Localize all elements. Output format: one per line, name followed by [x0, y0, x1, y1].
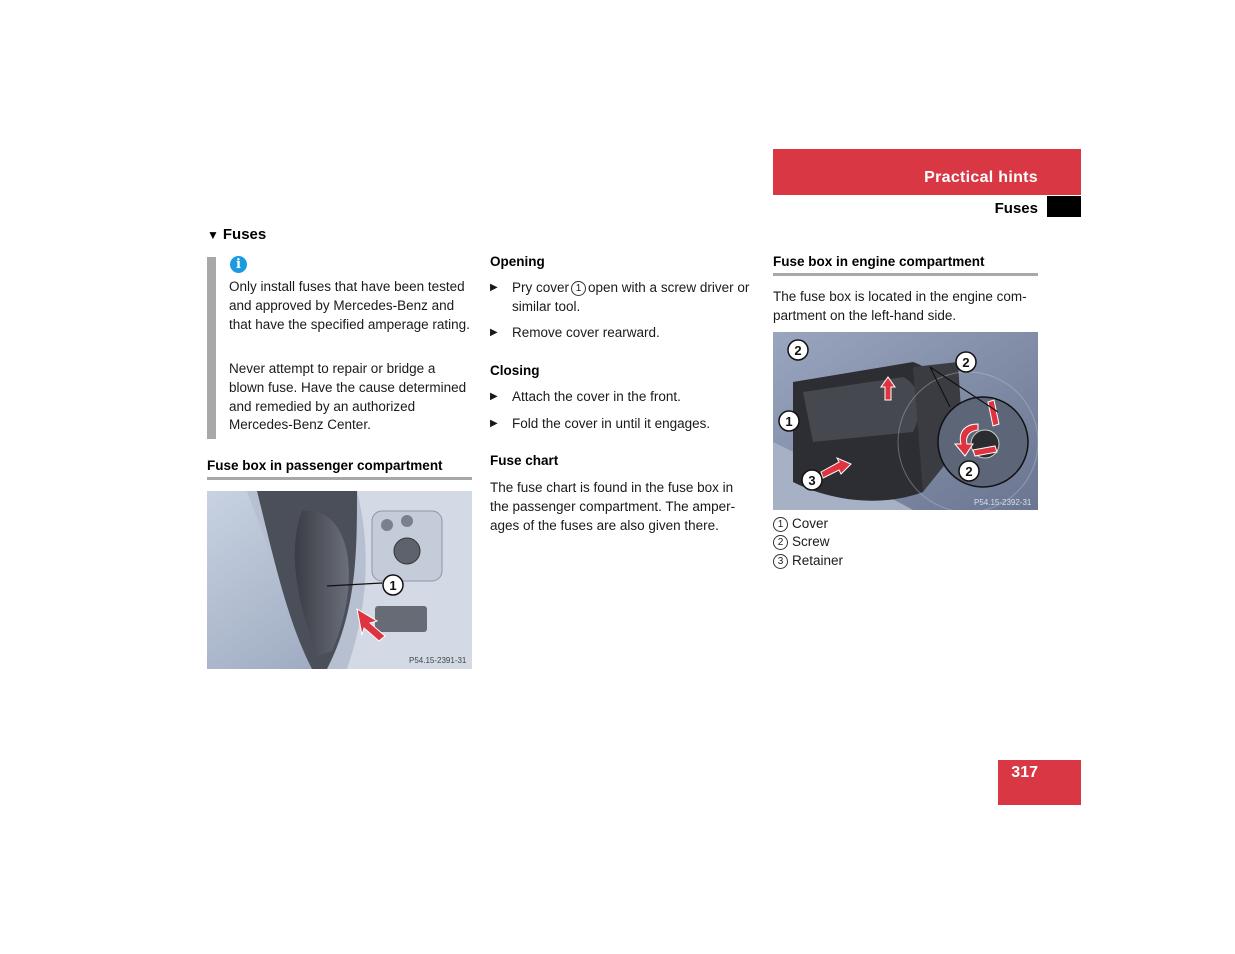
- passenger-figure-code: P54.15-2391-31: [409, 656, 467, 665]
- callout-2-top-right: 2: [962, 355, 970, 370]
- fuse-chart-heading: Fuse chart: [490, 453, 559, 468]
- closing-step-1: ▶ Attach the cover in the front.: [490, 388, 760, 408]
- opening-step-1: ▶ Pry cover 1 open with a screw driver or similar tool.: [490, 280, 750, 314]
- engine-fuse-illustration: [773, 332, 1038, 510]
- circled-number: 1: [571, 281, 586, 296]
- callout-2-inset: 2: [965, 464, 973, 479]
- legend-item-screw: 2 Screw: [773, 533, 830, 552]
- info-paragraph-2: Never attempt to repair or bridge a blown fuse. Have the cause determined and remedied by an authorized Mercedes-Benz Center.: [229, 361, 467, 433]
- passenger-fuse-figure: [207, 491, 472, 669]
- fuse-chart-text: The fuse chart is found in the fuse box in the passenger compartment. The amperages of the fuses are also given there.: [490, 480, 736, 533]
- circled-number: 1: [773, 517, 788, 532]
- callout-2-top-left: 2: [794, 343, 802, 358]
- circled-number: 2: [773, 535, 788, 550]
- info-icon: i: [230, 256, 247, 273]
- circled-number: 3: [773, 554, 788, 569]
- callout-3: 3: [808, 473, 816, 488]
- section-header: Fuses: [994, 200, 1038, 217]
- engine-heading: Fuse box in engine compartment: [773, 254, 985, 269]
- callout-1: 1: [785, 414, 793, 429]
- page-number: 317: [1011, 764, 1038, 781]
- header-marker: [1047, 196, 1081, 217]
- engine-text: The fuse box is located in the engine compartment on the left-hand side.: [773, 289, 1027, 323]
- callout-1: 1: [389, 578, 397, 593]
- info-paragraph-1: Only install fuses that have been tested and approved by Mercedes-Benz and that have the specified amperage rating.: [229, 279, 470, 332]
- engine-figure-code: P54.15-2392-31: [974, 498, 1032, 507]
- engine-heading-rule: [773, 273, 1038, 276]
- chapter-title: Practical hints: [924, 169, 1038, 186]
- closing-heading: Closing: [490, 363, 540, 378]
- engine-fuse-figure: [773, 332, 1038, 510]
- section-title: ▼ Fuses: [207, 226, 267, 243]
- opening-heading: Opening: [490, 254, 545, 269]
- bullet-arrow-icon: ▶: [490, 418, 498, 429]
- passenger-heading-rule: [207, 477, 472, 480]
- passenger-fuse-illustration: [207, 491, 472, 669]
- legend-item-cover: 1 Cover: [773, 515, 828, 534]
- opening-step-2: ▶ Remove cover rearward.: [490, 324, 760, 344]
- info-sidebar: [207, 257, 216, 439]
- legend-item-retainer: 3 Retainer: [773, 552, 843, 571]
- bullet-arrow-icon: ▶: [490, 391, 498, 402]
- triangle-down-icon: ▼: [207, 228, 219, 242]
- closing-step-2: ▶ Fold the cover in until it engages.: [490, 415, 760, 435]
- passenger-heading: Fuse box in passenger compartment: [207, 458, 443, 473]
- bullet-arrow-icon: ▶: [490, 327, 498, 338]
- bullet-arrow-icon: ▶: [490, 282, 498, 293]
